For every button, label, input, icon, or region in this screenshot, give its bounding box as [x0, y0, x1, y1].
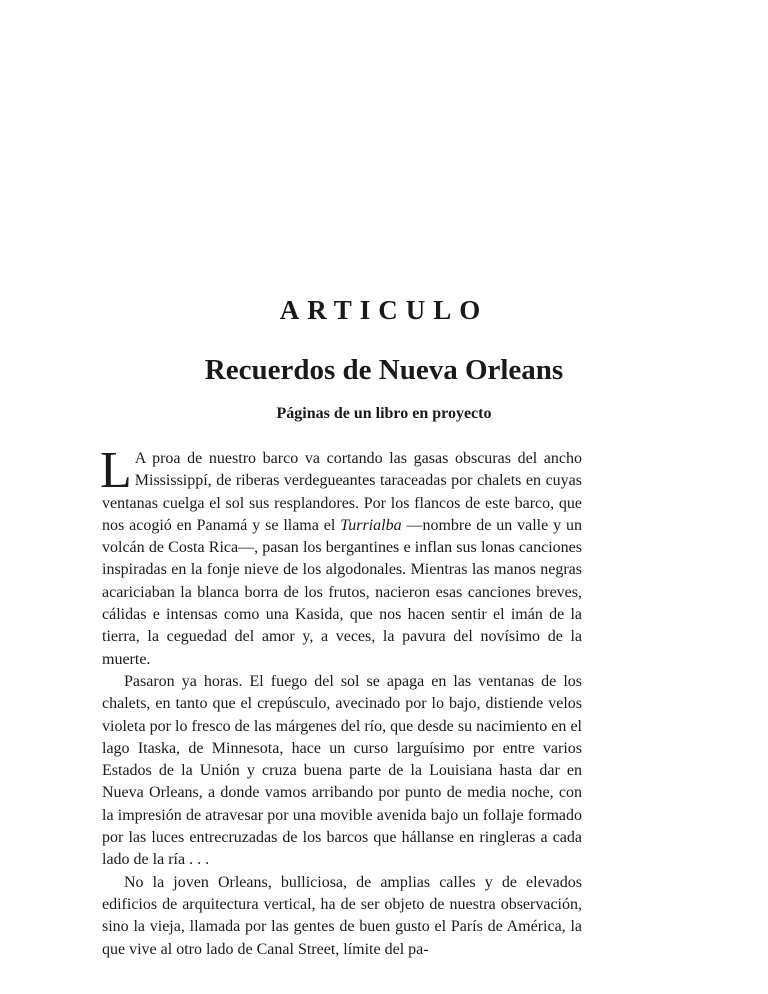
paragraph-1 [100, 442, 582, 671]
article-title: Recuerdos de Nueva Orleans [204, 354, 564, 386]
article-body [100, 442, 582, 961]
drop-cap: L [100, 442, 132, 499]
paragraph-1-text-a: A proa de nuestro barco va cortando las gasas obscuras del ancho Mississippí, de riberas verdegueantes taraceadas por chalets en cuyas ventanas cuelga el sol sus resplandores. Por los flancos de este barco, que nos acogió en Panamá y se llama el [102, 450, 582, 534]
article-subtitle: Páginas de un libro en proyecto [276, 405, 492, 422]
paragraph-2: Pasaron ya horas. El fuego del sol se apaga en las ventanas de los chalets, en tanto que el crepúsculo, avecinado por lo bajo, distiende velos violeta por lo fresco de las márgenes del río, que desde su nacimiento en el lago Itaska, de Minnesota, hace un curso larguísimo por entre varios Estados de la Unión y cruza buena parte de la Louisiana hasta dar en Nueva Orleans, a donde vamos arribando por punto de media noche, con la impresión de atravesar por una movible avenida bajo un follaje formado por las luces entrecruzadas de los barcos que hállanse en ringleras a cada lado de la ría . . . [102, 672, 582, 869]
ship-name: Turrialba [340, 516, 402, 534]
paragraph-1-text-b: —nombre de un valle y un volcán de Costa Rica—, pasan los bergantines e inflan sus lonas canciones inspiradas en la fonje nieve de los algodonales. Mientras las manos negras acariciaban la blanca borra de los frutos, nacieron esas canciones breves, cálidas e intensas como una Kasida, que nos hacen sentir el imán de la tierra, la ceguedad del amor y, a veces, la pavura del novísimo de la muerte. [102, 516, 582, 668]
paragraph-3: No la joven Orleans, bulliciosa, de amplias calles y de elevados edificios de arquitectura vertical, ha de ser objeto de nuestra observación, sino la vieja, llamada por las gentes de buen gusto el París de América, la que vive al otro lado de Canal Street, límite del pa- [102, 873, 582, 958]
section-heading: ARTICULO [279, 295, 489, 325]
